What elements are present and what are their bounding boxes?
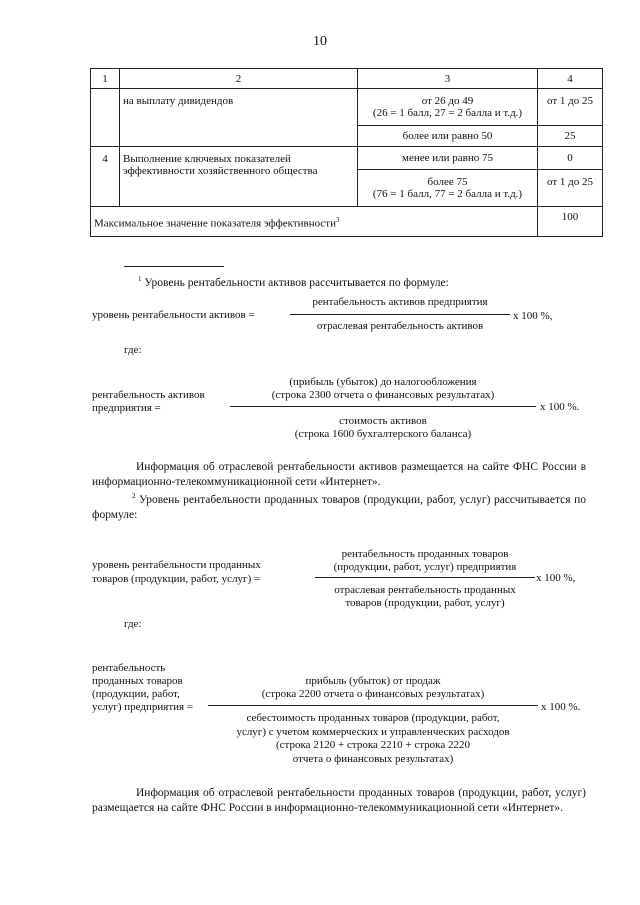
formula-1-numerator: рентабельность активов предприятия <box>312 296 488 308</box>
kpi-label: Выполнение ключевых показателей эффективности хозяйственного общества <box>120 147 358 207</box>
table-row <box>91 89 603 126</box>
formula-left-line: рентабельность <box>92 662 166 674</box>
denominator-line: (строка 1600 бухгалтерского баланса) <box>294 428 472 440</box>
kpi-condition-1: менее или равно 75 <box>358 147 538 170</box>
table-row <box>91 147 603 170</box>
header-cell: 1 <box>91 69 120 89</box>
footnote-divider <box>124 266 224 267</box>
formula-left-line: товаров (продукции, работ, услуг) = <box>92 573 261 585</box>
condition-text: (26 = 1 балл, 27 = 2 балла и т.д.) <box>372 107 523 119</box>
footnote-marker: 1 <box>138 275 142 283</box>
dividends-label: на выплату дивидендов <box>120 89 358 147</box>
formula-2-multiplier: х 100 %. <box>540 401 580 413</box>
formula-1-left: уровень рентабельности активов = <box>92 309 255 321</box>
formula-2-numerator <box>230 376 536 402</box>
numerator-line: (прибыль (убыток) до налогообложения <box>289 376 477 388</box>
dividends-condition-1 <box>358 89 538 126</box>
formula-4-left <box>92 662 193 714</box>
footnote-2-intro <box>92 489 586 523</box>
row-number: 4 <box>91 147 120 207</box>
formula-left-line: рентабельность активов <box>92 389 205 401</box>
formula-3-left <box>92 558 261 586</box>
formula-1-multiplier: х 100 %, <box>513 310 553 322</box>
table-cell-empty <box>91 89 120 147</box>
footnote-text: Уровень рентабельности проданных товаров (продукции, работ, услуг) рассчитывается по формуле: <box>92 493 586 521</box>
formula-3-denominator <box>315 584 535 610</box>
footnote-ref: 3 <box>335 215 340 224</box>
fraction-bar <box>208 705 538 706</box>
numerator-line: (продукции, работ, услуг) предприятия <box>333 561 517 573</box>
dividends-score-1: от 1 до 25 <box>538 89 603 126</box>
formula-left-line: услуг) предприятия = <box>92 701 194 713</box>
condition-text: более 75 <box>427 176 468 188</box>
table-header-row <box>91 69 603 89</box>
fraction-bar <box>315 577 535 578</box>
max-label-text: Максимальное значение показателя эффективности <box>94 217 336 230</box>
kpi-score-2: от 1 до 25 <box>538 170 603 207</box>
max-value-label <box>91 207 538 237</box>
denominator-line: товаров (продукции, работ, услуг) <box>345 597 505 609</box>
footnote-1-info: Информация об отраслевой рентабельности активов размещается на сайте ФНС России в информационно-телекоммуникационной сети «Интернет». <box>92 461 586 488</box>
denominator-line: отраслевая рентабельность проданных <box>334 584 516 596</box>
formula-1-denominator: отраслевая рентабельность активов <box>316 320 484 332</box>
formula-3-multiplier: х 100 %, <box>536 572 576 584</box>
where-label: где: <box>124 344 142 356</box>
numerator-line: прибыль (убыток) от продаж <box>305 675 441 687</box>
formula-4-numerator <box>208 675 538 701</box>
footnote-marker: 2 <box>132 492 136 500</box>
formula-left-line: уровень рентабельности проданных <box>92 559 261 571</box>
kpi-score-1: 0 <box>538 147 603 170</box>
formula-2-denominator <box>230 415 536 441</box>
numerator-line: (строка 2300 отчета о финансовых результатах) <box>271 389 495 401</box>
header-cell: 2 <box>120 69 358 89</box>
footnote-1-intro <box>138 275 449 289</box>
formula-left-line: проданных товаров <box>92 675 183 687</box>
header-cell: 4 <box>538 69 603 89</box>
footnote-2-info: Информация об отраслевой рентабельности проданных товаров (продукции, работ, услуг) размещается на сайте ФНС России в информационно-телекоммуникационной сети «Интернет». <box>92 787 586 814</box>
table-row <box>91 207 603 237</box>
formula-left-line: предприятия = <box>92 402 161 414</box>
formula-4-multiplier: х 100 %. <box>541 701 581 713</box>
condition-text: (76 = 1 балл, 77 = 2 балла и т.д.) <box>372 188 523 200</box>
denominator-line: себестоимость проданных товаров (продукции, работ, <box>246 712 500 724</box>
dividends-score-2: 25 <box>538 126 603 147</box>
formula-4-denominator <box>208 712 538 766</box>
numerator-line: рентабельность проданных товаров <box>341 548 509 560</box>
where-label: где: <box>124 618 142 630</box>
denominator-line: услуг) с учетом коммерческих и управленческих расходов <box>236 725 510 738</box>
formula-left-line: (продукции, работ, <box>92 688 180 700</box>
dividends-condition-2: более или равно 50 <box>358 126 538 147</box>
condition-text: от 26 до 49 <box>421 95 474 107</box>
max-value: 100 <box>538 207 603 237</box>
denominator-line: отчета о финансовых результатах) <box>292 752 454 765</box>
formula-3-numerator <box>315 548 535 574</box>
formula-2-left <box>92 389 205 415</box>
header-cell: 3 <box>358 69 538 89</box>
numerator-line: (строка 2200 отчета о финансовых результатах) <box>261 688 485 700</box>
kpi-condition-2 <box>358 170 538 207</box>
denominator-line: (строка 2120 + строка 2210 + строка 2220 <box>276 739 470 751</box>
fraction-bar <box>290 314 510 315</box>
footnote-text: Уровень рентабельности активов рассчитывается по формуле: <box>141 276 449 289</box>
efficiency-table <box>90 68 603 237</box>
denominator-line: стоимость активов <box>339 415 427 427</box>
fraction-bar <box>230 406 536 407</box>
page-number: 10 <box>313 34 327 49</box>
